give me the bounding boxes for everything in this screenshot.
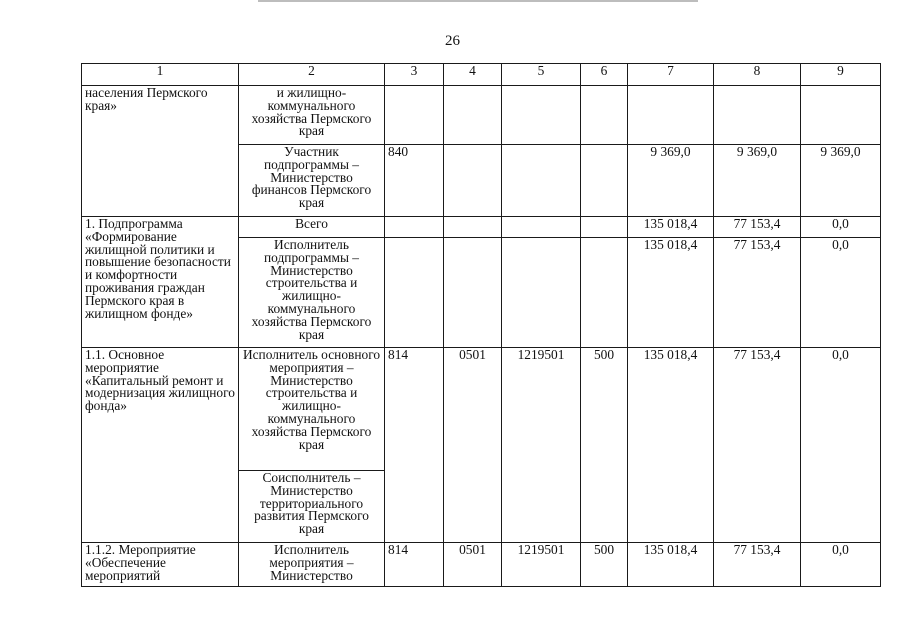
code-cell xyxy=(444,238,502,348)
header-cell: 8 xyxy=(714,64,801,86)
page-number: 26 xyxy=(445,33,460,49)
code-cell xyxy=(502,86,581,145)
executor-cell: Участник подпрограммы – Министерство финансов Пермского края xyxy=(239,145,385,217)
header-cell: 4 xyxy=(444,64,502,86)
amount-cell: 0,0 xyxy=(801,348,881,543)
header-cell: 9 xyxy=(801,64,881,86)
executor-cell: Всего xyxy=(239,217,385,238)
code-cell xyxy=(444,145,502,217)
table-header-row xyxy=(82,64,881,86)
program-name-cell: населения Пермского края» xyxy=(82,86,239,217)
code-cell: 814 xyxy=(385,348,444,543)
amount-cell: 77 153,4 xyxy=(714,348,801,543)
code-cell: 500 xyxy=(581,543,628,587)
code-cell xyxy=(581,238,628,348)
program-name-cell: 1. Подпрограмма «Формирование жилищной политики и повышение безопасности и комфортности проживания граждан Пермского края в жилищном фонде» xyxy=(82,217,239,348)
table-row xyxy=(82,348,881,471)
code-cell: 0501 xyxy=(444,543,502,587)
amount-cell: 135 018,4 xyxy=(628,348,714,543)
header-cell: 5 xyxy=(502,64,581,86)
code-cell xyxy=(581,217,628,238)
code-cell: 840 xyxy=(385,145,444,217)
code-cell xyxy=(581,86,628,145)
code-cell xyxy=(502,217,581,238)
header-cell: 3 xyxy=(385,64,444,86)
code-cell: 1219501 xyxy=(502,348,581,543)
amount-cell: 135 018,4 xyxy=(628,543,714,587)
header-cell: 6 xyxy=(581,64,628,86)
code-cell xyxy=(581,145,628,217)
amount-cell xyxy=(801,86,881,145)
amount-cell: 77 153,4 xyxy=(714,238,801,348)
budget-table xyxy=(81,63,881,587)
code-cell xyxy=(444,86,502,145)
code-cell xyxy=(502,145,581,217)
amount-cell: 0,0 xyxy=(801,217,881,238)
code-cell xyxy=(444,217,502,238)
amount-cell: 9 369,0 xyxy=(628,145,714,217)
amount-cell: 135 018,4 xyxy=(628,238,714,348)
executor-cell: Исполнитель основного мероприятия – Министерство строительства и жилищно-коммунального хозяйства Пермского края xyxy=(239,348,385,471)
header-cell: 2 xyxy=(239,64,385,86)
code-cell: 1219501 xyxy=(502,543,581,587)
code-cell: 814 xyxy=(385,543,444,587)
executor-cell: Исполнитель мероприятия – Министерство xyxy=(239,543,385,587)
program-name-cell: 1.1. Основное мероприятие «Капитальный ремонт и модернизация жилищного фонда» xyxy=(82,348,239,543)
executor-cell: и жилищно-коммунального хозяйства Пермского края xyxy=(239,86,385,145)
amount-cell: 0,0 xyxy=(801,238,881,348)
executor-cell: Соисполнитель – Министерство территориального развития Пермского края xyxy=(239,471,385,543)
amount-cell: 0,0 xyxy=(801,543,881,587)
amount-cell: 77 153,4 xyxy=(714,217,801,238)
table-row xyxy=(82,217,881,238)
header-cell: 1 xyxy=(82,64,239,86)
amount-cell xyxy=(714,86,801,145)
header-cell: 7 xyxy=(628,64,714,86)
code-cell xyxy=(385,217,444,238)
code-cell: 500 xyxy=(581,348,628,543)
table-row xyxy=(82,86,881,145)
scan-artifact-line xyxy=(258,0,698,2)
amount-cell xyxy=(628,86,714,145)
code-cell xyxy=(385,86,444,145)
program-name-cell: 1.1.2. Мероприятие «Обеспечение мероприятий xyxy=(82,543,239,587)
executor-cell: Исполнитель подпрограммы – Министерство строительства и жилищно-коммунального хозяйства Пермского края xyxy=(239,238,385,348)
amount-cell: 9 369,0 xyxy=(801,145,881,217)
table-row xyxy=(82,543,881,587)
code-cell xyxy=(502,238,581,348)
amount-cell: 9 369,0 xyxy=(714,145,801,217)
amount-cell: 135 018,4 xyxy=(628,217,714,238)
code-cell: 0501 xyxy=(444,348,502,543)
code-cell xyxy=(385,238,444,348)
amount-cell: 77 153,4 xyxy=(714,543,801,587)
